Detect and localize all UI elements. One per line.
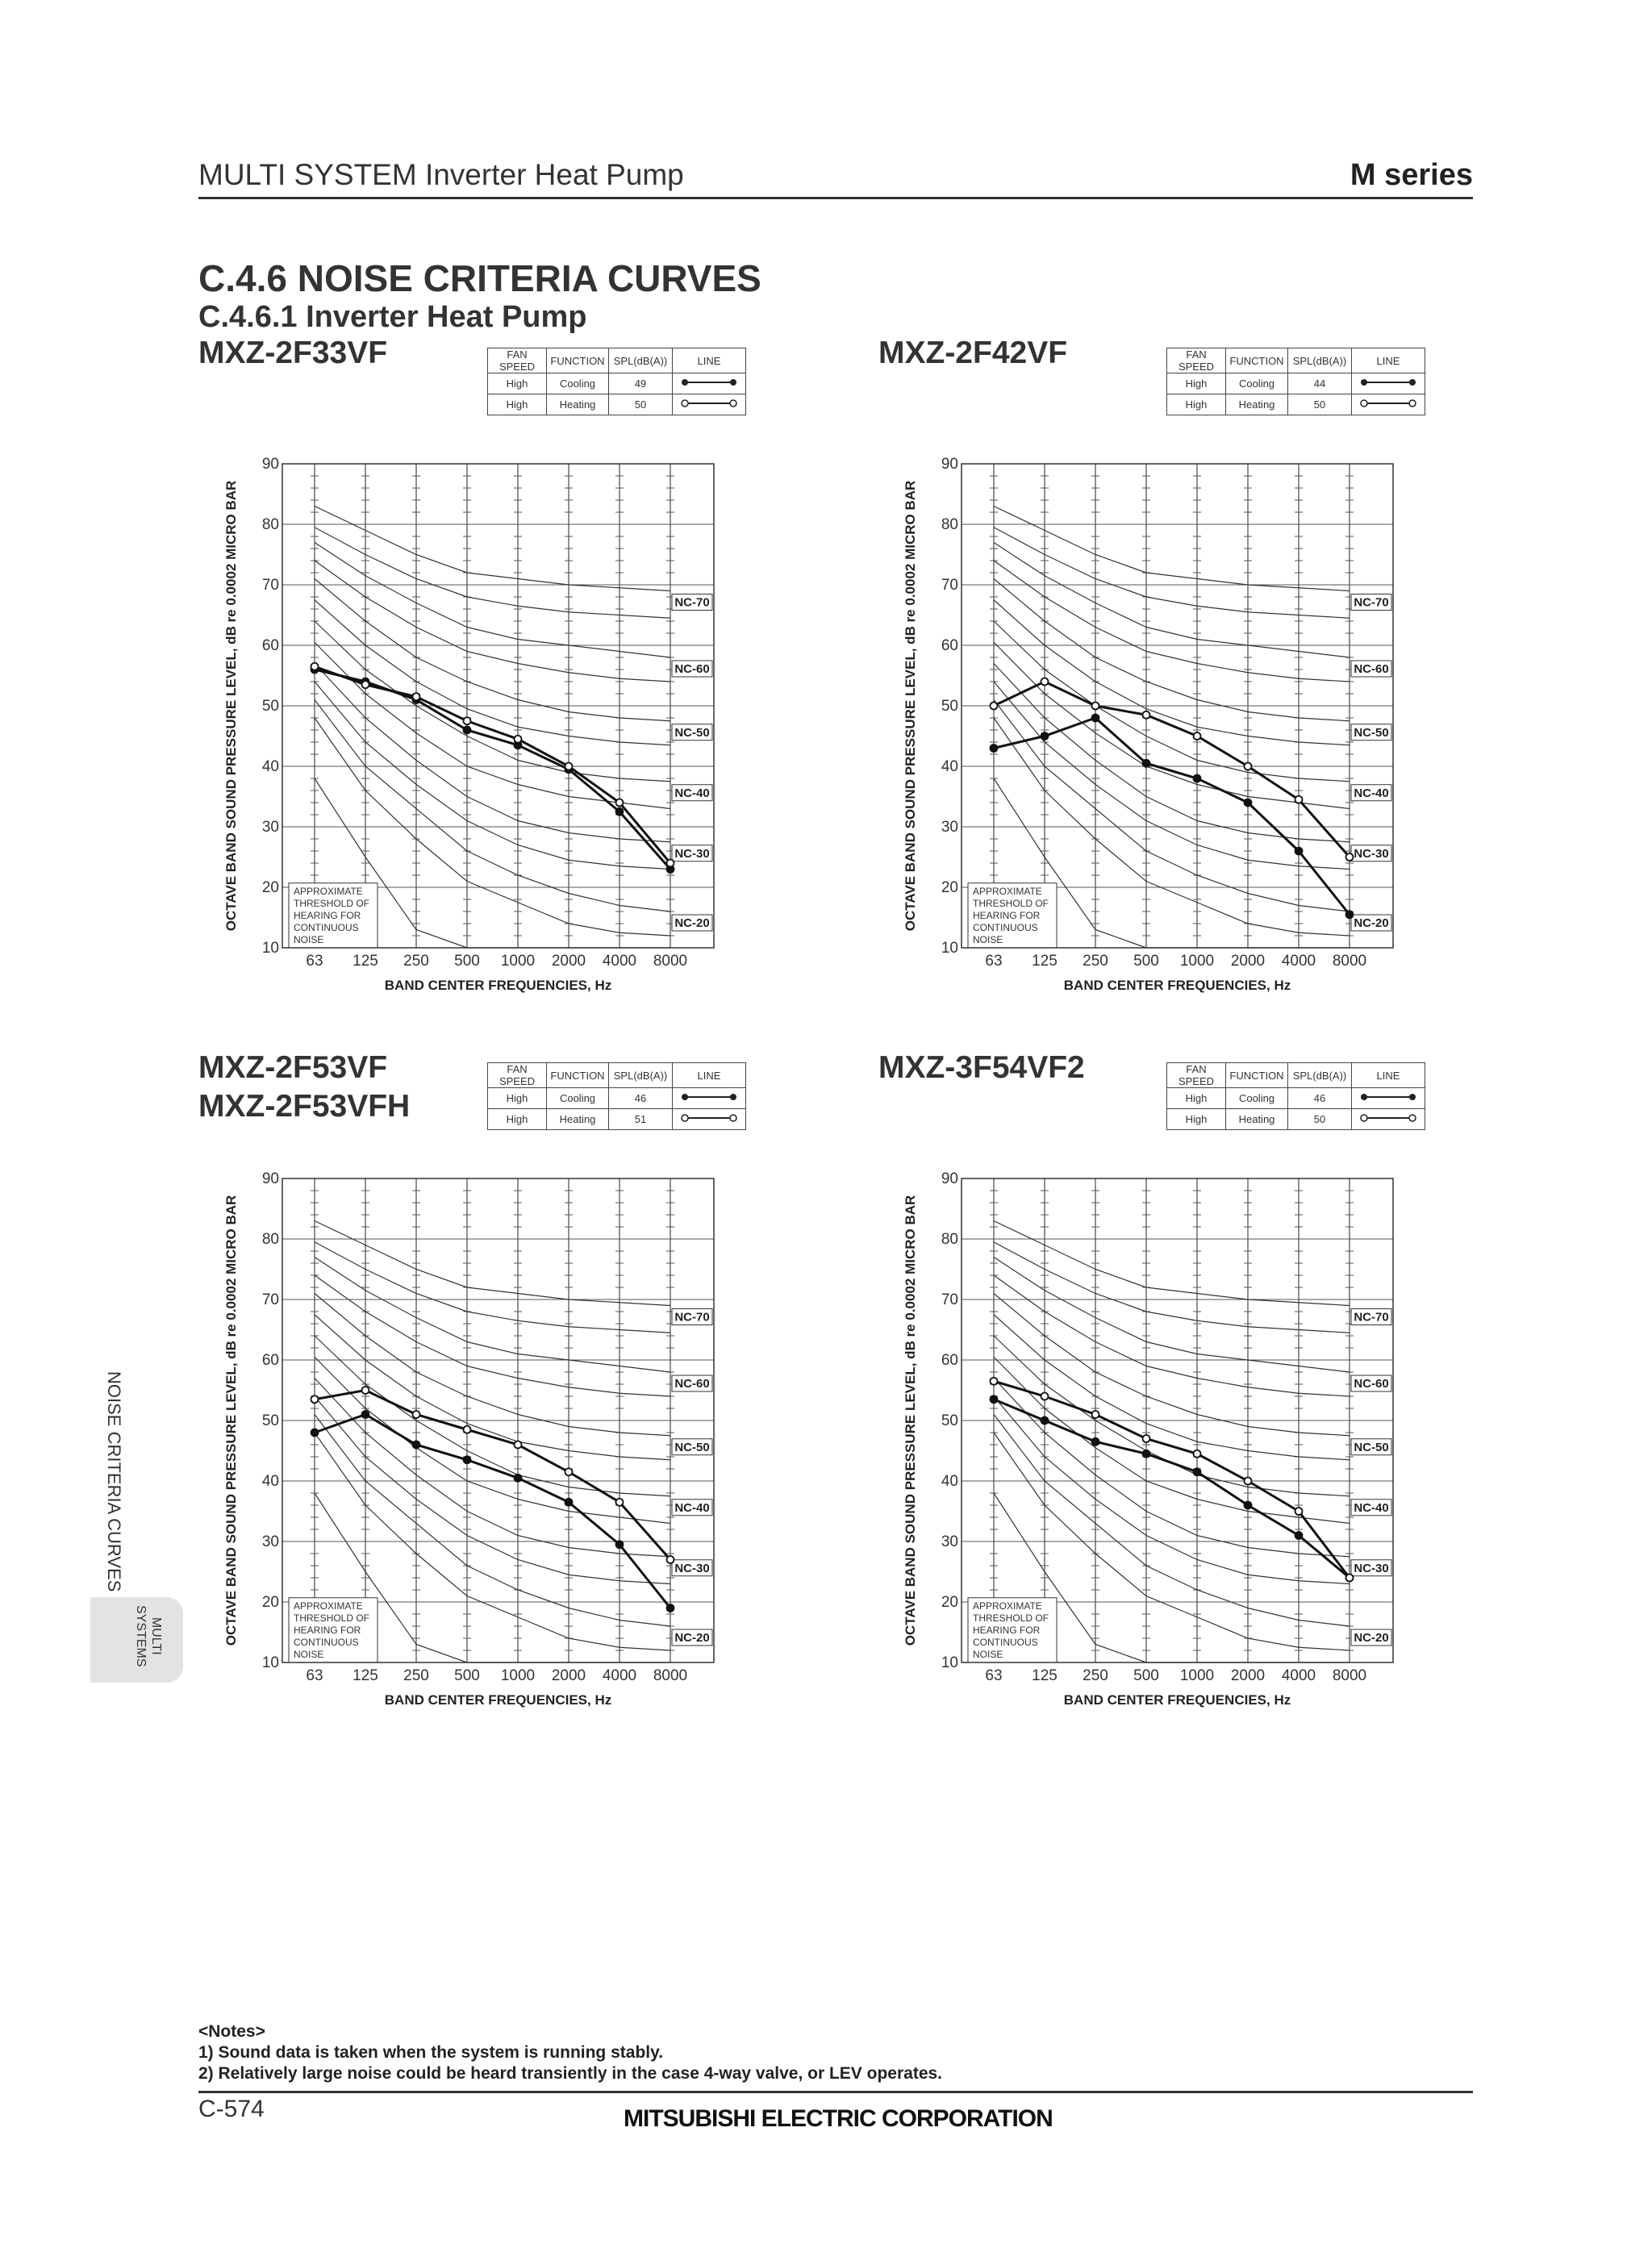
- legend-function: Heating: [547, 1109, 609, 1130]
- series-label: M series: [1350, 158, 1473, 192]
- filled-marker-line-icon: [681, 1091, 737, 1103]
- series-point-heating: [1041, 1393, 1049, 1400]
- legend-fan: High: [1167, 394, 1226, 415]
- section-title: C.4.6 NOISE CRITERIA CURVES: [198, 257, 761, 299]
- y-tick-label: 30: [261, 819, 279, 836]
- chart-4-model: [878, 1049, 1085, 1087]
- legend-function: Heating: [1226, 394, 1288, 415]
- legend-header-fan: FAN SPEED: [488, 1063, 547, 1088]
- nc-label: NC-20: [1354, 916, 1389, 930]
- series-point-cooling: [311, 1429, 319, 1437]
- legend-spl: 44: [1288, 373, 1352, 394]
- series-point-heating: [616, 1499, 624, 1506]
- threshold-label: HEARING FOR: [294, 1624, 361, 1636]
- legend-fan: High: [488, 394, 547, 415]
- legend-spl: 49: [609, 373, 673, 394]
- series-point-cooling: [616, 808, 624, 816]
- series-point-cooling: [1092, 1438, 1099, 1445]
- chart-3-model: [198, 1049, 410, 1126]
- threshold-label: NOISE: [294, 1648, 324, 1660]
- series-point-cooling: [616, 1541, 624, 1548]
- x-tick-label: 250: [1083, 953, 1108, 970]
- y-tick-label: 90: [261, 456, 279, 473]
- series-point-heating: [1143, 1435, 1150, 1442]
- y-tick-label: 30: [261, 1533, 279, 1550]
- series-point-cooling: [1041, 732, 1049, 740]
- x-tick-label: 125: [353, 953, 378, 970]
- legend-header-spl: SPL(dB(A)): [1288, 348, 1352, 373]
- series-point-cooling: [991, 745, 998, 752]
- x-tick-label: 2000: [551, 1667, 586, 1684]
- y-axis-title: OCTAVE BAND SOUND PRESSURE LEVEL, dB re 0.0002 MICRO BAR: [903, 480, 918, 932]
- nc-label: NC-30: [674, 846, 710, 861]
- series-line-heating: [994, 682, 1350, 857]
- series-point-heating: [1295, 796, 1303, 803]
- threshold-label: APPROXIMATE: [973, 1600, 1042, 1612]
- y-tick-label: 10: [941, 1654, 958, 1671]
- threshold-label: THRESHOLD OF: [973, 1612, 1049, 1624]
- noise-chart-mxz-2f42vf: [897, 448, 1413, 1012]
- threshold-label: THRESHOLD OF: [973, 897, 1049, 909]
- nc-label: NC-30: [1354, 846, 1389, 861]
- x-axis-title: BAND CENTER FREQUENCIES, Hz: [1063, 1692, 1291, 1708]
- legend-function: Heating: [1226, 1109, 1288, 1130]
- x-tick-label: 500: [454, 953, 480, 970]
- series-point-cooling: [362, 1411, 369, 1418]
- x-tick-label: 4000: [1281, 1667, 1316, 1684]
- y-tick-label: 70: [261, 577, 279, 594]
- x-tick-label: 250: [403, 1667, 429, 1684]
- y-tick-label: 20: [261, 1594, 279, 1611]
- legend-header-function: FUNCTION: [1226, 1063, 1288, 1088]
- y-tick-label: 70: [941, 577, 958, 594]
- y-tick-label: 80: [261, 516, 279, 533]
- series-point-heating: [362, 681, 369, 688]
- threshold-label: CONTINUOUS: [973, 921, 1038, 933]
- threshold-label: CONTINUOUS: [294, 921, 359, 933]
- legend-spl: 51: [609, 1109, 673, 1130]
- series-point-cooling: [1143, 1450, 1150, 1458]
- y-tick-label: 90: [941, 1170, 958, 1187]
- y-tick-label: 50: [941, 698, 958, 715]
- open-marker-line-icon: [681, 1112, 737, 1124]
- page-number: C-574: [198, 2096, 265, 2122]
- y-tick-label: 60: [261, 637, 279, 654]
- legend-table-3: [487, 1062, 746, 1130]
- nc-label: NC-50: [1354, 725, 1389, 740]
- threshold-label: NOISE: [294, 933, 324, 945]
- legend-header-line: LINE: [1352, 348, 1425, 373]
- series-point-cooling: [1245, 799, 1252, 807]
- x-tick-label: 125: [1032, 953, 1058, 970]
- x-tick-label: 1000: [1179, 953, 1215, 970]
- legend-header-function: FUNCTION: [547, 348, 609, 373]
- legend-header-function: FUNCTION: [547, 1063, 609, 1088]
- legend-header-fan: FAN SPEED: [488, 348, 547, 373]
- y-tick-label: 20: [941, 1594, 958, 1611]
- legend-line-open: [673, 394, 746, 415]
- subsection-title: C.4.6.1 Inverter Heat Pump: [198, 300, 587, 334]
- threshold-label: APPROXIMATE: [973, 885, 1042, 897]
- open-marker-line-icon: [1360, 398, 1416, 409]
- legend-spl: 50: [1288, 1109, 1352, 1130]
- model-name: MXZ-2F53VF: [198, 1050, 388, 1085]
- nc-label: NC-70: [1354, 595, 1389, 610]
- header-rule: [198, 197, 1473, 199]
- series-point-cooling: [1041, 1417, 1049, 1425]
- series-point-heating: [991, 1378, 998, 1385]
- series-point-cooling: [1194, 775, 1201, 782]
- noise-chart-mxz-2f33vf: [218, 448, 734, 1012]
- legend-header-spl: SPL(dB(A)): [609, 1063, 673, 1088]
- nc-curve: [315, 1357, 670, 1523]
- legend-table-1: [487, 348, 746, 415]
- model-name: MXZ-2F42VF: [878, 336, 1068, 370]
- legend-line-filled: [1352, 1088, 1425, 1109]
- nc-label: NC-20: [674, 916, 710, 930]
- threshold-label: NOISE: [973, 1648, 1003, 1660]
- nc-curve: [994, 1294, 1350, 1436]
- threshold-label: HEARING FOR: [294, 909, 361, 921]
- series-point-heating: [362, 1387, 369, 1394]
- series-point-cooling: [1194, 1468, 1201, 1475]
- note-item-1: 1) Sound data is taken when the system is running stably.: [198, 2043, 664, 2062]
- filled-marker-line-icon: [1360, 377, 1416, 388]
- nc-label: NC-20: [1354, 1631, 1389, 1645]
- legend-fan: High: [488, 373, 547, 394]
- nc-label: NC-70: [1354, 1310, 1389, 1324]
- series-point-heating: [464, 717, 471, 724]
- series-point-heating: [464, 1426, 471, 1433]
- nc-label: NC-50: [674, 725, 710, 740]
- x-tick-label: 1000: [500, 1667, 536, 1684]
- series-point-cooling: [515, 1475, 522, 1482]
- y-tick-label: 30: [941, 819, 958, 836]
- legend-line-open: [673, 1109, 746, 1130]
- x-tick-label: 4000: [602, 953, 637, 970]
- threshold-label: APPROXIMATE: [294, 885, 363, 897]
- threshold-label: HEARING FOR: [973, 909, 1041, 921]
- x-tick-label: 500: [454, 1667, 480, 1684]
- series-point-heating: [1194, 1450, 1201, 1458]
- x-tick-label: 2000: [1230, 953, 1266, 970]
- nc-label: NC-70: [674, 595, 710, 610]
- nc-curve: [315, 642, 670, 808]
- x-tick-label: 8000: [653, 1667, 688, 1684]
- series-point-heating: [1143, 711, 1150, 719]
- series-point-heating: [1295, 1508, 1303, 1515]
- nc-label: NC-40: [1354, 786, 1389, 800]
- side-section-label: NOISE CRITERIA CURVES: [104, 1371, 124, 1592]
- x-tick-label: 125: [1032, 1667, 1058, 1684]
- series-point-heating: [311, 663, 319, 670]
- x-tick-label: 8000: [653, 953, 688, 970]
- x-tick-label: 1000: [500, 953, 536, 970]
- legend-fan: High: [488, 1109, 547, 1130]
- series-point-cooling: [1295, 848, 1303, 855]
- nc-label: NC-70: [674, 1310, 710, 1324]
- legend-header-spl: SPL(dB(A)): [609, 348, 673, 373]
- model-name: MXZ-2F33VF: [198, 336, 388, 370]
- x-tick-label: 4000: [602, 1667, 637, 1684]
- threshold-label: NOISE: [973, 933, 1003, 945]
- series-point-heating: [565, 1468, 573, 1475]
- side-tab-label: [133, 1605, 164, 1667]
- y-tick-label: 90: [261, 1170, 279, 1187]
- chart-1-model: [198, 334, 387, 373]
- nc-curve: [994, 579, 1350, 721]
- document-title: MULTI SYSTEM Inverter Heat Pump: [198, 158, 684, 191]
- x-axis-title: BAND CENTER FREQUENCIES, Hz: [1063, 978, 1291, 993]
- threshold-label: HEARING FOR: [973, 1624, 1041, 1636]
- nc-label: NC-30: [1354, 1561, 1389, 1575]
- nc-label: NC-50: [1354, 1440, 1389, 1454]
- series-point-heating: [1346, 1575, 1354, 1582]
- series-point-cooling: [991, 1395, 998, 1403]
- y-tick-label: 50: [261, 698, 279, 715]
- nc-label: NC-50: [674, 1440, 710, 1454]
- series-point-heating: [311, 1395, 319, 1403]
- y-tick-label: 80: [941, 516, 958, 533]
- side-tab-line1: MULTI: [149, 1616, 163, 1655]
- y-tick-label: 30: [941, 1533, 958, 1550]
- nc-curve: [315, 543, 670, 658]
- legend-header-function: FUNCTION: [1226, 348, 1288, 373]
- nc-label: NC-20: [674, 1631, 710, 1645]
- threshold-label: THRESHOLD OF: [294, 1612, 370, 1624]
- x-tick-label: 4000: [1281, 953, 1316, 970]
- x-tick-label: 500: [1133, 953, 1159, 970]
- y-tick-label: 40: [261, 758, 279, 775]
- legend-header-line: LINE: [1352, 1063, 1425, 1088]
- nc-curve: [315, 600, 670, 745]
- x-tick-label: 63: [985, 1667, 1003, 1684]
- y-axis-title: OCTAVE BAND SOUND PRESSURE LEVEL, dB re 0.0002 MICRO BAR: [223, 1195, 239, 1646]
- legend-fan: High: [488, 1088, 547, 1109]
- legend-fan: High: [1167, 1088, 1226, 1109]
- notes: [198, 2021, 942, 2084]
- series-point-cooling: [464, 727, 471, 734]
- legend-table-4: [1166, 1062, 1425, 1130]
- legend-line-filled: [673, 373, 746, 394]
- x-tick-label: 2000: [1230, 1667, 1266, 1684]
- series-point-heating: [667, 1556, 674, 1563]
- y-tick-label: 40: [941, 758, 958, 775]
- x-axis-title: BAND CENTER FREQUENCIES, Hz: [384, 1692, 612, 1708]
- threshold-label: CONTINUOUS: [294, 1636, 359, 1648]
- series-point-cooling: [1092, 715, 1099, 722]
- nc-curve: [994, 1315, 1350, 1460]
- nc-curve: [315, 1415, 670, 1627]
- legend-function: Cooling: [1226, 1088, 1288, 1109]
- legend-spl: 50: [1288, 394, 1352, 415]
- y-tick-label: 10: [261, 1654, 279, 1671]
- series-point-heating: [1092, 703, 1099, 710]
- series-point-heating: [413, 1411, 420, 1418]
- nc-curve: [994, 1258, 1350, 1373]
- legend-table-2: [1166, 348, 1425, 415]
- y-tick-label: 80: [261, 1231, 279, 1248]
- nc-label: NC-60: [1354, 662, 1389, 676]
- series-line-cooling: [315, 1415, 670, 1608]
- nc-label: NC-40: [1354, 1500, 1389, 1515]
- y-tick-label: 70: [941, 1291, 958, 1308]
- x-tick-label: 500: [1133, 1667, 1159, 1684]
- series-point-heating: [565, 763, 573, 770]
- y-tick-label: 60: [941, 637, 958, 654]
- legend-function: Cooling: [1226, 373, 1288, 394]
- x-tick-label: 8000: [1332, 953, 1367, 970]
- company-name: MITSUBISHI ELECTRIC CORPORATION: [624, 2105, 1053, 2132]
- series-point-heating: [1245, 763, 1252, 770]
- nc-label: NC-60: [674, 1377, 710, 1391]
- nc-label: NC-40: [674, 1500, 710, 1515]
- x-tick-label: 8000: [1332, 1667, 1367, 1684]
- y-tick-label: 80: [941, 1231, 958, 1248]
- series-point-heating: [1194, 732, 1201, 740]
- series-point-heating: [515, 736, 522, 743]
- series-point-cooling: [1295, 1532, 1303, 1539]
- nc-curve: [994, 700, 1350, 912]
- series-point-heating: [1092, 1411, 1099, 1418]
- open-marker-line-icon: [1360, 1112, 1416, 1124]
- filled-marker-line-icon: [1360, 1091, 1416, 1103]
- threshold-label: CONTINUOUS: [973, 1636, 1038, 1648]
- nc-label: NC-40: [674, 786, 710, 800]
- legend-header-fan: FAN SPEED: [1167, 1063, 1226, 1088]
- filled-marker-line-icon: [681, 377, 737, 388]
- y-tick-label: 10: [261, 940, 279, 957]
- series-point-cooling: [464, 1456, 471, 1463]
- x-tick-label: 63: [306, 953, 323, 970]
- x-axis-title: BAND CENTER FREQUENCIES, Hz: [384, 978, 612, 993]
- nc-curve: [994, 600, 1350, 745]
- x-tick-label: 2000: [551, 953, 586, 970]
- open-marker-line-icon: [681, 398, 737, 409]
- nc-curve: [315, 579, 670, 721]
- note-item-2: 2) Relatively large noise could be heard transiently in the case 4-way valve, or LEV operates.: [198, 2064, 943, 2083]
- y-tick-label: 20: [941, 879, 958, 896]
- legend-header-line: LINE: [673, 1063, 746, 1088]
- x-tick-label: 63: [985, 953, 1003, 970]
- legend-header-spl: SPL(dB(A)): [1288, 1063, 1352, 1088]
- series-point-heating: [667, 860, 674, 867]
- series-point-cooling: [1346, 911, 1354, 918]
- footer-rule: [198, 2091, 1473, 2093]
- model-name-2: MXZ-2F53VFH: [198, 1089, 411, 1124]
- legend-spl: 50: [609, 394, 673, 415]
- legend-line-open: [1352, 394, 1425, 415]
- legend-line-filled: [1352, 373, 1425, 394]
- y-tick-label: 60: [261, 1352, 279, 1369]
- x-tick-label: 250: [1083, 1667, 1108, 1684]
- x-tick-label: 250: [403, 953, 429, 970]
- nc-label: NC-60: [1354, 1377, 1389, 1391]
- notes-heading: <Notes>: [198, 2022, 265, 2041]
- y-tick-label: 90: [941, 456, 958, 473]
- nc-label: NC-60: [674, 662, 710, 676]
- model-name: MXZ-3F54VF2: [878, 1050, 1085, 1085]
- y-tick-label: 60: [941, 1352, 958, 1369]
- series-point-heating: [1245, 1478, 1252, 1485]
- nc-curve: [315, 1258, 670, 1373]
- nc-curve: [994, 543, 1350, 658]
- noise-chart-mxz-2f53vf: [218, 1162, 734, 1727]
- legend-header-line: LINE: [673, 348, 746, 373]
- series-point-heating: [991, 703, 998, 710]
- nc-label: NC-30: [674, 1561, 710, 1575]
- y-tick-label: 40: [261, 1473, 279, 1490]
- legend-function: Heating: [547, 394, 609, 415]
- x-tick-label: 1000: [1179, 1667, 1215, 1684]
- legend-spl: 46: [609, 1088, 673, 1109]
- series-point-heating: [1041, 678, 1049, 686]
- series-line-cooling: [994, 1400, 1350, 1578]
- series-point-cooling: [565, 1499, 573, 1506]
- legend-header-fan: FAN SPEED: [1167, 348, 1226, 373]
- y-tick-label: 50: [941, 1412, 958, 1429]
- legend-fan: High: [1167, 1109, 1226, 1130]
- y-tick-label: 20: [261, 879, 279, 896]
- legend-line-open: [1352, 1109, 1425, 1130]
- x-tick-label: 125: [353, 1667, 378, 1684]
- series-point-heating: [616, 799, 624, 807]
- y-tick-label: 70: [261, 1291, 279, 1308]
- series-point-cooling: [1245, 1502, 1252, 1509]
- x-tick-label: 63: [306, 1667, 323, 1684]
- series-point-heating: [515, 1441, 522, 1449]
- noise-chart-mxz-3f54vf2: [897, 1162, 1413, 1727]
- nc-curve: [994, 1357, 1350, 1523]
- threshold-label: APPROXIMATE: [294, 1600, 363, 1612]
- series-point-heating: [413, 693, 420, 700]
- series-point-cooling: [413, 1441, 420, 1449]
- series-point-heating: [1346, 853, 1354, 861]
- y-tick-label: 10: [941, 940, 958, 957]
- threshold-label: THRESHOLD OF: [294, 897, 370, 909]
- y-tick-label: 50: [261, 1412, 279, 1429]
- y-axis-title: OCTAVE BAND SOUND PRESSURE LEVEL, dB re 0.0002 MICRO BAR: [903, 1195, 918, 1646]
- chart-2-model: [878, 334, 1067, 373]
- series-point-cooling: [667, 1604, 674, 1612]
- legend-function: Cooling: [547, 1088, 609, 1109]
- legend-spl: 46: [1288, 1088, 1352, 1109]
- side-tab-line2: SYSTEMS: [134, 1605, 148, 1667]
- y-tick-label: 40: [941, 1473, 958, 1490]
- legend-function: Cooling: [547, 373, 609, 394]
- y-axis-title: OCTAVE BAND SOUND PRESSURE LEVEL, dB re 0.0002 MICRO BAR: [223, 480, 239, 932]
- legend-line-filled: [673, 1088, 746, 1109]
- legend-fan: High: [1167, 373, 1226, 394]
- series-point-cooling: [1143, 760, 1150, 767]
